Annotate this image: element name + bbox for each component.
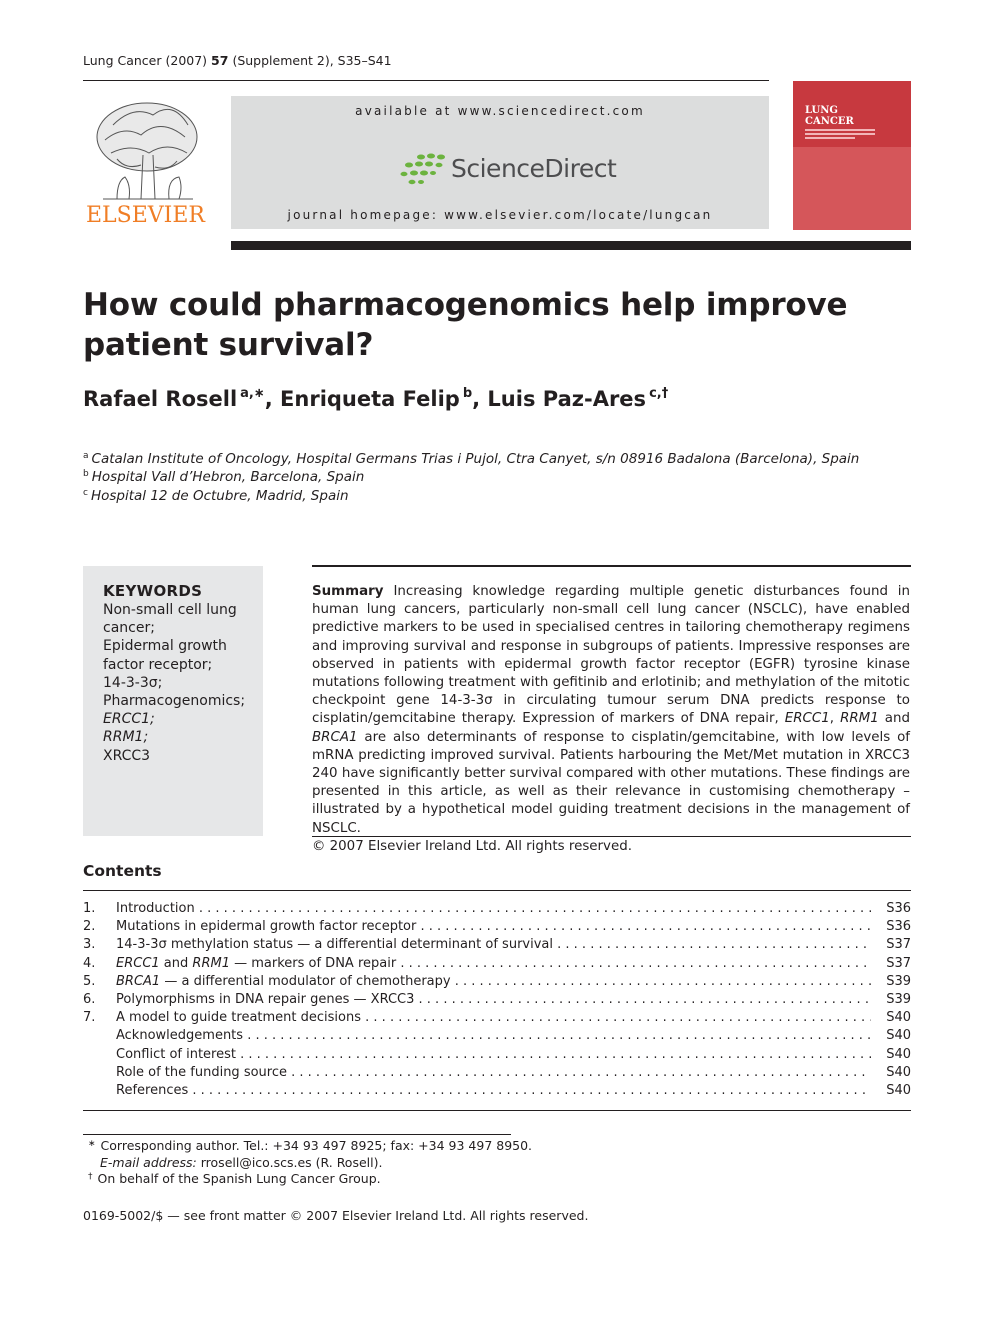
toc-entry[interactable]: 3. 14-3-3σ methylation status — a differential determinant of survival . . . S37	[83, 936, 911, 954]
toc-entry[interactable]: 6. Polymorphisms in DNA repair genes — XRCC3 . . . S39	[83, 991, 911, 1009]
summary-abstract: Summary Increasing knowledge regarding multiple genetic disturbances found in human lung cancers, particularly non-small cell lung cancer (NSCLC), have enabled predictive markers to be used in specialised centres in tailoring chemotherapy regimens and improving survival and response in subgroups of patients. Impressive responses are observed in patients with epidermal growth factor receptor (EGFR) tyrosine kinase mutations following treatment with gefitinib and erlotinib; and methylation of the mitotic checkpoint gene 14-3-3σ in circulating tumour serum DNA predicts response to cisplatin/gemcitabine therapy. Expression of markers of DNA repair, ERCC1, RRM1 and BRCA1 are also determinants of response to cisplatin/gemcitabine, with low levels of mRNA predicting improved survival. Patients harbouring the Met/Met mutation in XRCC3 240 have significantly better survival compared with other mutations. These findings are presented in this article, as well as their relevance in customising chemotherapy – illustrated by a hypothetical model guiding treatment decisions in the management of NSCLC. © 2007 Elsevier Ireland Ltd. All rights reserved.	[312, 583, 910, 856]
author-name[interactable]: Luis Paz-Ares	[487, 387, 647, 411]
summary-bottom-rule	[312, 836, 911, 837]
contents-bottom-rule	[83, 1110, 911, 1111]
email-link[interactable]: rrosell@ico.scs.es (R. Rosell).	[200, 1155, 383, 1170]
journal-cover[interactable]	[793, 81, 911, 230]
article-title: How could pharmacogenomics help improve patient survival?	[83, 287, 848, 363]
toc-entry[interactable]: 7. A model to guide treatment decisions . . . S40	[83, 1009, 911, 1027]
keyword: cancer;	[103, 620, 155, 637]
author-list: Rafael Rosell $^{a,∗}$, Enriqueta Felip $^b$, Luis Paz-Ares $^{c,\dagger}$	[83, 386, 669, 411]
toc-entry[interactable]: 5. BRCA1 — a differential modulator of chemotherapy . . . S39	[83, 973, 911, 991]
cover-title: LUNG CANCER	[805, 105, 854, 127]
affiliation: $^a$ Catalan Institute of Oncology, Hospital Germans Trias i Pujol, Ctra Canyet, s/n 08916 Badalona (Barcelona), Spain	[83, 451, 860, 467]
toc-entry[interactable]: 4. ERCC1 and RRM1 — markers of DNA repair . . . S37	[83, 955, 911, 973]
table-of-contents	[83, 900, 911, 1100]
header-rule	[83, 80, 769, 81]
elsevier-tree-icon	[83, 95, 208, 207]
toc-entry[interactable]: 2. Mutations in epidermal growth factor receptor . . . S36	[83, 918, 911, 936]
author-name[interactable]: Rafael Rosell	[83, 387, 238, 411]
sciencedirect-dots-icon	[399, 152, 447, 188]
cover-subtitle-lines	[805, 129, 875, 141]
keyword: factor receptor;	[103, 656, 213, 673]
toc-entry[interactable]: Conflict of interest . . . S40	[83, 1046, 911, 1064]
keyword: 14-3-3σ;	[103, 674, 163, 691]
keyword: ERCC1;	[103, 711, 155, 728]
keywords-box	[83, 566, 263, 836]
sciencedirect-wordmark: ScienceDirect	[451, 154, 617, 183]
keyword: Non-small cell lung	[103, 602, 237, 618]
contents-heading: Contents	[83, 862, 162, 880]
keyword: Pharmacogenomics;	[103, 693, 246, 710]
available-at-link[interactable]: available at www.sciencedirect.com	[355, 104, 645, 118]
summary-label: Summary	[312, 584, 384, 599]
keyword: Epidermal growth	[103, 638, 227, 655]
copyright: © 2007 Elsevier Ireland Ltd. All rights reserved.	[312, 838, 632, 854]
journal-citation: Lung Cancer (2007) 57 (Supplement 2), S35–S41	[83, 53, 392, 68]
toc-entry[interactable]: Acknowledgements . . . S40	[83, 1027, 911, 1045]
group-note: † On behalf of the Spanish Lung Cancer Group.	[88, 1171, 381, 1186]
footnote-rule	[83, 1134, 511, 1135]
author-name[interactable]: Enriqueta Felip	[280, 387, 460, 411]
summary-top-rule	[312, 565, 911, 567]
keyword: RRM1;	[103, 729, 149, 746]
corresponding-author-note: ∗ Corresponding author. Tel.: +34 93 497 8925; fax: +34 93 497 8950.	[88, 1138, 533, 1153]
affiliation: $^c$ Hospital 12 de Octubre, Madrid, Spain	[83, 488, 349, 504]
elsevier-logo[interactable]	[83, 95, 208, 230]
header-thick-rule	[231, 241, 911, 250]
email-note: E-mail address: rrosell@ico.scs.es (R. Rosell).	[100, 1155, 383, 1170]
toc-entry[interactable]: 1. Introduction . . . S36	[83, 900, 911, 918]
journal-homepage-link[interactable]: journal homepage: www.elsevier.com/locate/lungcan	[287, 208, 713, 222]
issn-line: 0169-5002/$ — see front matter © 2007 Elsevier Ireland Ltd. All rights reserved.	[83, 1208, 589, 1223]
sciencedirect-panel	[231, 96, 769, 229]
toc-entry[interactable]: References . . . S40	[83, 1082, 911, 1100]
sciencedirect-logo[interactable]	[399, 152, 639, 188]
affiliation: $^b$ Hospital Vall d’Hebron, Barcelona, Spain	[83, 469, 365, 485]
contents-top-rule	[83, 890, 911, 891]
keywords-heading: KEYWORDS	[103, 582, 203, 600]
keyword: XRCC3	[103, 747, 151, 764]
elsevier-wordmark: ELSEVIER	[85, 203, 205, 228]
toc-entry[interactable]: Role of the funding source . . . S40	[83, 1064, 911, 1082]
keywords-list	[103, 601, 245, 765]
